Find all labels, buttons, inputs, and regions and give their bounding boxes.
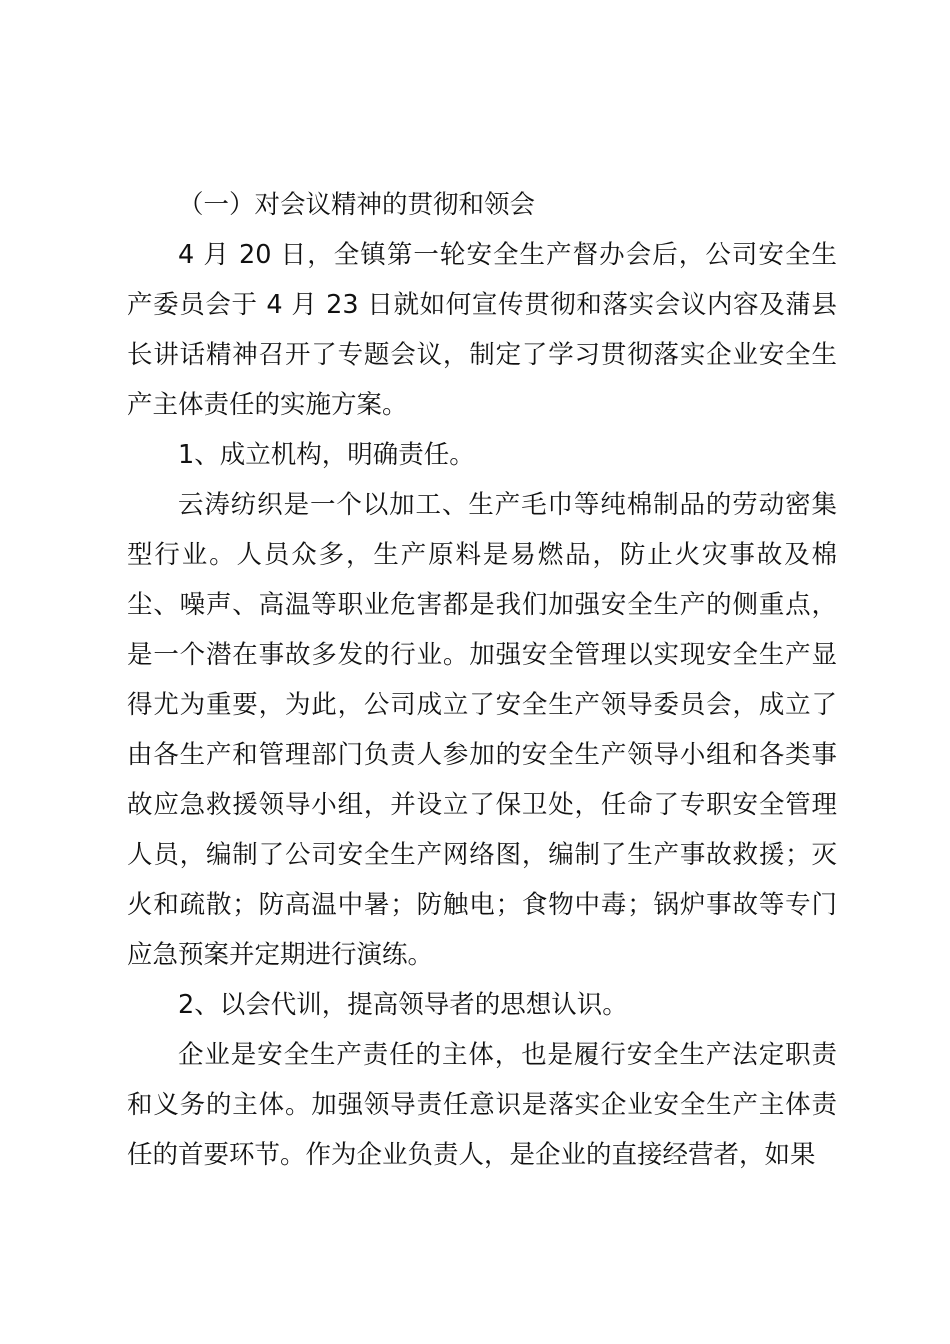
paragraph-responsibility: 企业是安全生产责任的主体，也是履行安全生产法定职责和义务的主体。加强领导责任意识是落实企业安全生产主体责任的首要环节。作为企业负责人，是企业的直接经营者，如果 (127, 1040, 837, 1170)
paragraph-organization-details: 云涛纺织是一个以加工、生产毛巾等纯棉制品的劳动密集型行业。人员众多，生产原料是易燃品，防止火灾事故及棉尘、噪声、高温等职业危害都是我们加强安全生产的侧重点，是一个潜在事故多发的行业。加强安全管理以实现安全生产显得尤为重要，为此，公司成立了安全生产领导委员会，成立了由各生产和管理部门负责人参加的安全生产领导小组和各类事故应急救援领导小组，并设立了保卫处，任命了专职安全管理人员，编制了公司安全生产网络图，编制了生产事故救援；灭火和疏散；防高温中暑；防触电；食物中毒；锅炉事故等专门应急预案并定期进行演练。 (127, 490, 837, 970)
document-body (127, 180, 837, 1180)
subheading-training: 2、以会代训，提高领导者的思想认识。 (178, 990, 628, 1020)
section-heading: （一）对会议精神的贯彻和领会 (178, 190, 536, 220)
subheading-establish-organization: 1、成立机构，明确责任。 (178, 440, 475, 470)
paragraph-meeting-summary: 4 月 20 日，全镇第一轮安全生产督办会后，公司安全生产委员会于 4 月 23 日就如何宣传贯彻和落实会议内容及蒲县长讲话精神召开了专题会议，制定了学习贯彻落实企业安全生产主体责任的实施方案。 (127, 240, 837, 420)
